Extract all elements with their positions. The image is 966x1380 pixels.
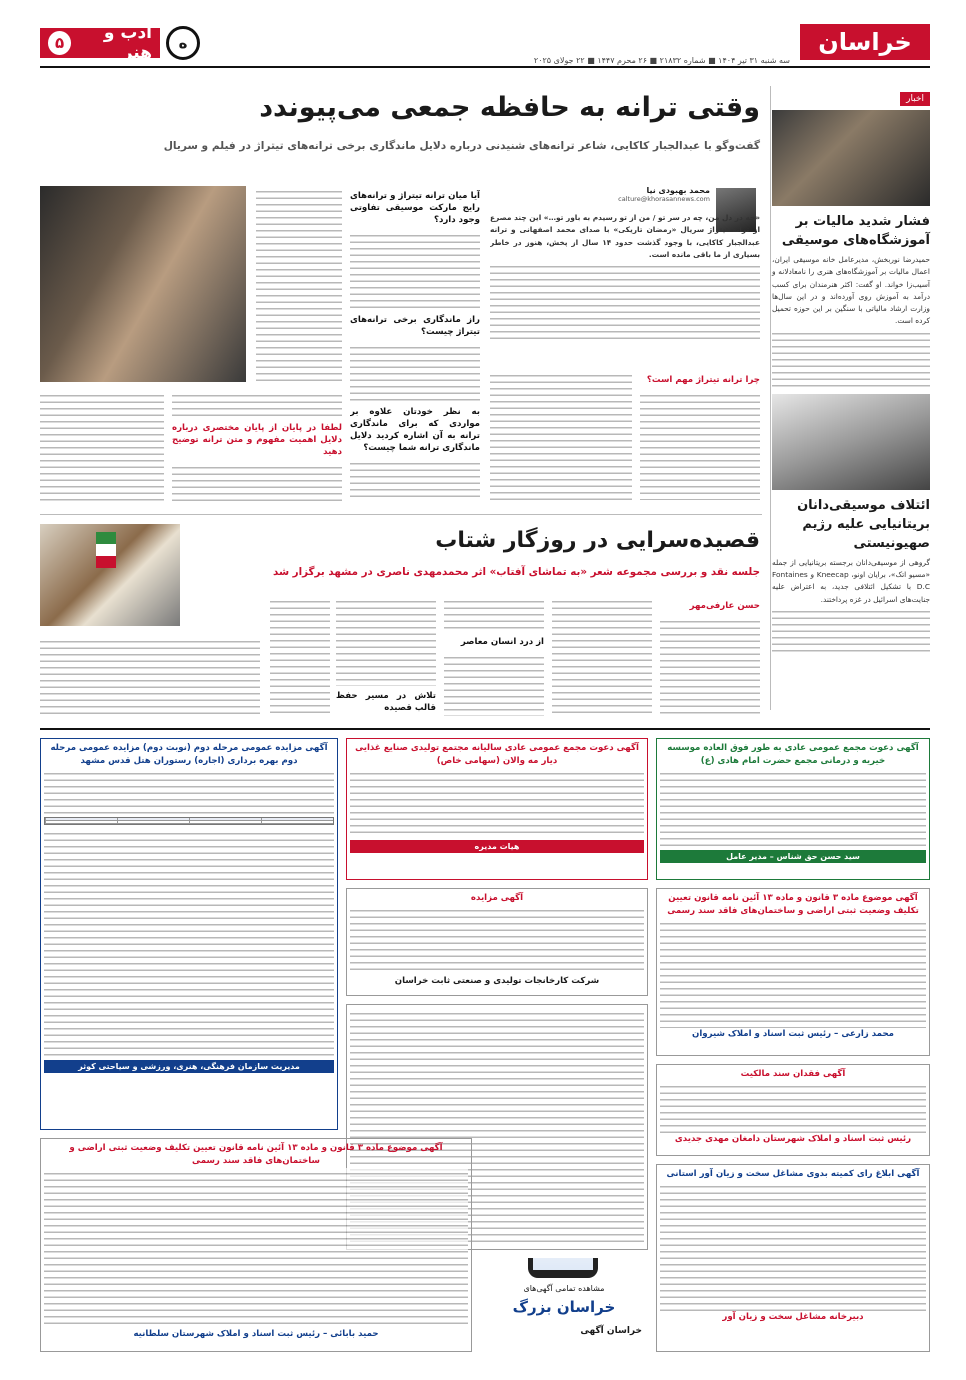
article1-headline[interactable]: وقتی ترانه به حافظه جمعی می‌پیوندد bbox=[259, 92, 760, 123]
article1-lead: «چه در دل من، چه در سر تو / من از تو رسیدم به باور تو…» این چند مصرع از ترانه تیتراژ سریال «رمضان تاریکی» با صدای محمد اصفهانی و ترانه عبدالجبار کاکایی، با وجود گذشت حدود ۱۴ سال از پخش، هنوز در خاطر بسیاری از ما باقی مانده است. bbox=[490, 212, 760, 362]
author-byline bbox=[600, 186, 710, 203]
article1-col-f bbox=[40, 390, 164, 502]
phone-icon bbox=[528, 1258, 598, 1278]
question-1: چرا ترانه تیتراژ مهم است؟ bbox=[646, 375, 760, 385]
question-3: راز ماندگاری برخی ترانه‌های تیتراژ چیست؟ bbox=[350, 315, 480, 337]
article2-subheadline: جلسه نقد و بررسی مجموعه شعر «به تماشای آفتاب» اثر محمدمهدی ناصری در مشهد برگزار شد bbox=[273, 566, 760, 578]
article1-col-b bbox=[490, 370, 632, 500]
ad-diar-mah-valan[interactable]: آگهی دعوت مجمع عمومی عادی سالیانه مجتمع تولیدی صنایع غذایی دیار مه والان (سهامی خاص) هیات مدیره bbox=[346, 738, 648, 880]
news-column bbox=[772, 86, 930, 710]
ad-auction-hotel-qods[interactable]: آگهی مزایده عمومی مرحله دوم (نوبت دوم) مزایده عمومی مرحله دوم بهره برداری (اجاره) رستوران هتل قدس مشهد مدیریت سازمان فرهنگی، هنری، ورزشی و سیاحتی کوثر bbox=[40, 738, 338, 1130]
article2-col-c bbox=[444, 596, 544, 716]
article2-col-f bbox=[40, 636, 260, 716]
news-photo-guitar bbox=[772, 110, 930, 206]
section-icon: ه bbox=[166, 26, 200, 60]
article1-col-a bbox=[640, 370, 760, 500]
article2-col-b bbox=[552, 596, 652, 716]
ad-registry-shirvan[interactable]: آگهی موضوع ماده ۳ قانون و ماده ۱۳ آئین نامه قانون تعیین تکلیف وضعیت ثبتی اراضی و ساختمان‌های فاقد سند رسمی محمد زارعی – رئیس ثبت اسناد و املاک شیروان bbox=[656, 888, 930, 1056]
article2-question-1: از درد انسان معاصر bbox=[460, 637, 544, 647]
article1-col-c bbox=[350, 186, 480, 502]
page-number: ۵ bbox=[48, 31, 71, 55]
ad-hard-jobs[interactable]: آگهی ابلاغ رای کمیته بدوی مشاغل سخت و زیان آور استانی دبیرخانه مشاغل سخت و زیان آور bbox=[656, 1164, 930, 1352]
column-divider bbox=[770, 86, 771, 710]
ad-registry-soltanieh[interactable]: آگهی موضوع ماده ۳ قانون و ماده ۱۳ آئین نامه قانون تعیین تکلیف وضعیت ثبتی اراضی و ساختمان‌های فاقد سند رسمی حمید بابائی – رئیس ثبت اسناد و املاک شهرستان سلطانیه bbox=[40, 1138, 472, 1352]
article2-col-d bbox=[336, 596, 436, 716]
news-body-2: گروهی از موسیقی‌دانان برجسته بریتانیایی از جمله «مسیو اتک»، برایان اونو، Kneecap و Fontaines D.C با تشکیل ائتلافی جدید، به اعتراض علیه جنایت‌های اسرائیل در غزه پرداختند. bbox=[772, 557, 930, 604]
article2-photo bbox=[40, 524, 180, 626]
ad-auction-sabet[interactable]: آگهی مزایده شرکت کارخانجات تولیدی و صنعتی ثابت خراسان bbox=[346, 888, 648, 996]
promo-logo: خراسان آگهی bbox=[580, 1326, 642, 1336]
news-title-2[interactable]: ائتلاف موسیقی‌دانان بریتانیایی علیه رژیم صهیونیستی bbox=[797, 497, 930, 551]
author-name: محمد بهبودی نیا bbox=[646, 186, 710, 195]
news-tag: اخبار bbox=[900, 92, 930, 106]
auction-table bbox=[44, 817, 334, 825]
question-2: آیا میان ترانه تیتراژ و ترانه‌های رایج مارکت موسیقی تفاوتی وجود دارد؟ bbox=[350, 191, 480, 225]
article1-subheadline: گفت‌وگو با عبدالجبار کاکایی، شاعر ترانه‌های شنیدنی درباره دلایل ماندگاری برخی ترانه‌های تیتراژ در فیلم و سریال bbox=[163, 140, 760, 152]
question-5: لطفا در پایان از پایان مختصری درباره دلایل اهمیت مفهوم و متن ترانه توضیح دهید bbox=[172, 423, 342, 457]
ads-divider bbox=[40, 728, 930, 730]
question-4: به نظر خودتان علاوه بر مواردی که برای ماندگاری ترانه به آن اشاره کردید دلایل ماندگاری ترانه شما چیست؟ bbox=[350, 407, 480, 453]
news-photo-band bbox=[772, 394, 930, 490]
article-divider bbox=[40, 514, 762, 515]
author-email[interactable]: calture@khorasannews.com bbox=[618, 195, 710, 203]
article2-author: حسن عارفی‌مهر bbox=[689, 601, 760, 611]
article2-col-e bbox=[270, 596, 330, 716]
masthead-divider bbox=[40, 66, 930, 68]
article1-col-d bbox=[256, 186, 342, 386]
article2-headline[interactable]: قصیده‌سرایی در روزگار شتاب bbox=[435, 528, 760, 553]
promo-brand: خراسان بزرگ bbox=[512, 1298, 616, 1316]
section-badge bbox=[40, 23, 160, 63]
flag-icon bbox=[96, 532, 116, 568]
news-body-1: حمیدرضا نوربخش، مدیرعامل خانه موسیقی ایران، اعمال مالیات بر آموزشگاه‌های هنری را نامعادلانه و آسیب‌زا خواند. او گفت: اکثر هنرمندان برای کسب درآمد به آموزش روی آورده‌اند و در این سال‌ها وزارت ارشاد مالیاتی با سنگین بر این حوزه تحمیل کرده است. bbox=[772, 255, 930, 326]
section-label: ادب و هنر bbox=[103, 23, 152, 63]
news-title-1[interactable]: فشار شدید مالیات بر آموزشگاه‌های موسیقی bbox=[781, 214, 930, 248]
masthead bbox=[40, 24, 930, 66]
article2-question-2: تلاش در مسیر حفظ قالب قصیده bbox=[336, 691, 436, 713]
interviewee-portrait bbox=[40, 186, 246, 382]
ad-lost-deed[interactable]: آگهی فقدان سند مالکیت رئیس ثبت اسناد و املاک شهرستان دامغان مهدی جدیدی bbox=[656, 1064, 930, 1156]
ad-majma-imam-hadi[interactable]: آگهی دعوت مجمع عمومی عادی به طور فوق العاده موسسه خیریه و درمانی مجمع حضرت امام هادی (ع) سید حسن حق شناس – مدیر عامل bbox=[656, 738, 930, 880]
promo-box[interactable]: مشاهده تمامی آگهی‌های خراسان بزرگ خراسان آگهی bbox=[480, 1258, 648, 1352]
newspaper-logo[interactable]: خراسان bbox=[800, 24, 930, 60]
article1-col-e bbox=[172, 390, 342, 502]
dateline: سه شنبه ۳۱ تیر ۱۴۰۴ ■ شماره ۲۱۸۳۲ ■ ۲۶ محرم ۱۴۴۷ ■ ۲۲ جولای ۲۰۲۵ bbox=[533, 56, 790, 65]
article2-col-a bbox=[660, 596, 760, 716]
